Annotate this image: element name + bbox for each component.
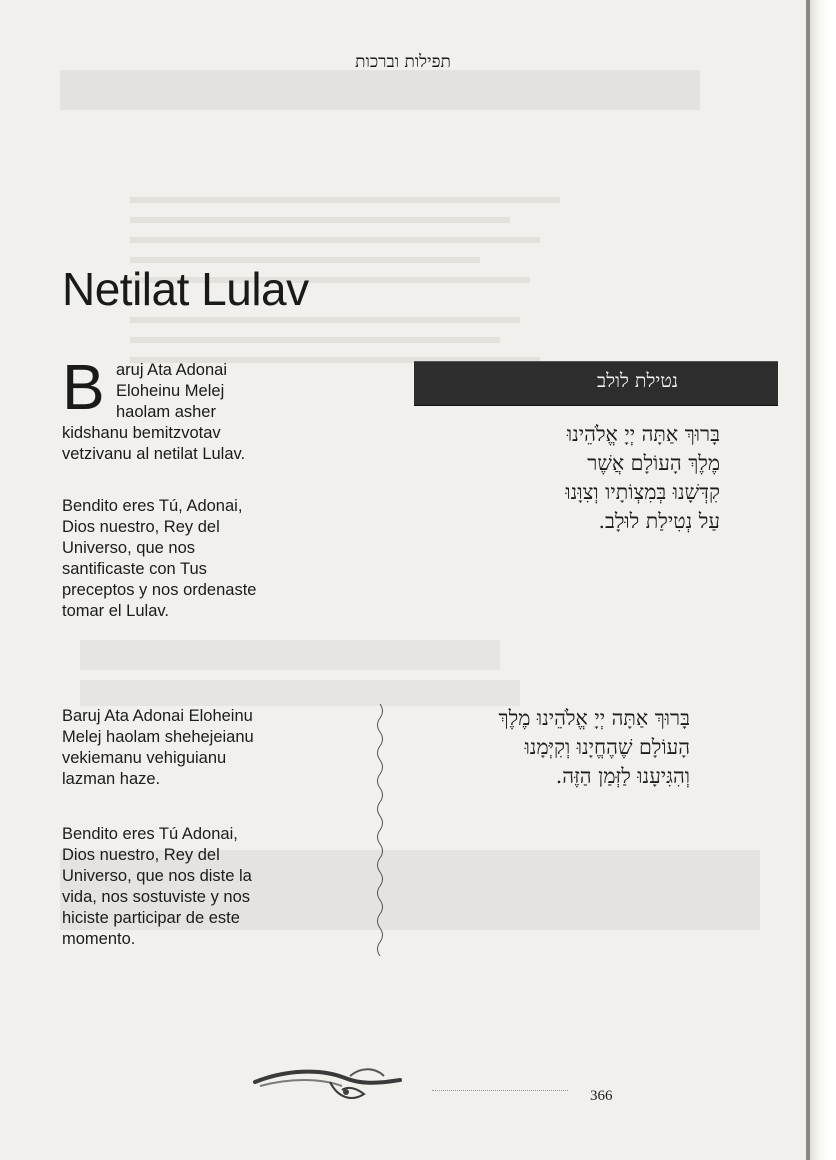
section-banner	[414, 361, 778, 406]
text-line: haolam asher	[116, 403, 216, 421]
text-line: Bendito eres Tú, Adonai,	[62, 497, 243, 515]
page-edge-shadow	[806, 0, 836, 1160]
transliteration-blessing-1	[62, 351, 302, 465]
page-number: 366	[590, 1088, 613, 1104]
hebrew-line: הָעוֹלָם שֶׁהֶחֱיָנוּ וְקִיְּמָנוּ	[524, 735, 690, 759]
translation-blessing-1	[62, 496, 302, 622]
hebrew-line: בָּרוּךְ אַתָּה יְיָ אֱלֹהֵינוּ	[566, 422, 720, 446]
hebrew-line: קִדְּשָׁנוּ בְּמִצְוֹתָיו וְצִוָּנוּ	[565, 480, 720, 504]
text-line: Dios nuestro, Rey del	[62, 518, 220, 536]
text-line: hiciste participar de este	[62, 909, 240, 927]
text-line: vetzivanu al netilat Lulav.	[62, 445, 246, 463]
text-line: preceptos y nos ordenaste	[62, 581, 257, 599]
hebrew-blessing-1	[380, 420, 720, 536]
text-line: Bendito eres Tú Adonai,	[62, 825, 238, 843]
banner-title: נטילת לולב	[597, 370, 678, 392]
text-line: Universo, que nos	[62, 539, 195, 557]
text-line: vekiemanu vehiguianu	[62, 749, 227, 767]
page-title: Netilat Lulav	[62, 263, 309, 315]
text-line: tomar el Lulav.	[62, 602, 169, 620]
text-line: santificaste con Tus	[62, 560, 207, 578]
text-line: momento.	[62, 930, 136, 948]
running-head: תפילות וברכות	[355, 52, 451, 72]
hebrew-line: וְהִגִּיעָנוּ לַזְּמַן הַזֶּה.	[555, 764, 690, 788]
hebrew-line: מֶלֶךְ הָעוֹלָם אֲשֶׁר	[587, 451, 720, 475]
lulav-ornament-icon	[250, 1062, 410, 1112]
transliteration-blessing-2	[62, 706, 312, 790]
drop-cap: B	[62, 351, 105, 423]
text-line: Dios nuestro, Rey del	[62, 846, 220, 864]
text-line: Universo, que nos diste la	[62, 867, 252, 885]
wavy-divider	[372, 704, 388, 956]
hebrew-blessing-2	[390, 704, 690, 791]
footer-rule	[432, 1090, 568, 1091]
text-line: Melej haolam shehejeianu	[62, 728, 254, 746]
text-line: vida, nos sostuviste y nos	[62, 888, 251, 906]
hebrew-line: בָּרוּךְ אַתָּה יְיָ אֱלֹהֵינוּ מֶלֶךְ	[498, 706, 690, 730]
text-line: Baruj Ata Adonai Eloheinu	[62, 707, 253, 725]
translation-blessing-2	[62, 824, 312, 950]
hebrew-line: עַל נְטִילַת לוּלָב.	[598, 509, 720, 533]
text-line: lazman haze.	[62, 770, 161, 788]
text-line: Eloheinu Melej	[116, 382, 225, 400]
text-line: kidshanu bemitzvotav	[62, 424, 221, 442]
text-line: aruj Ata Adonai	[116, 361, 228, 379]
